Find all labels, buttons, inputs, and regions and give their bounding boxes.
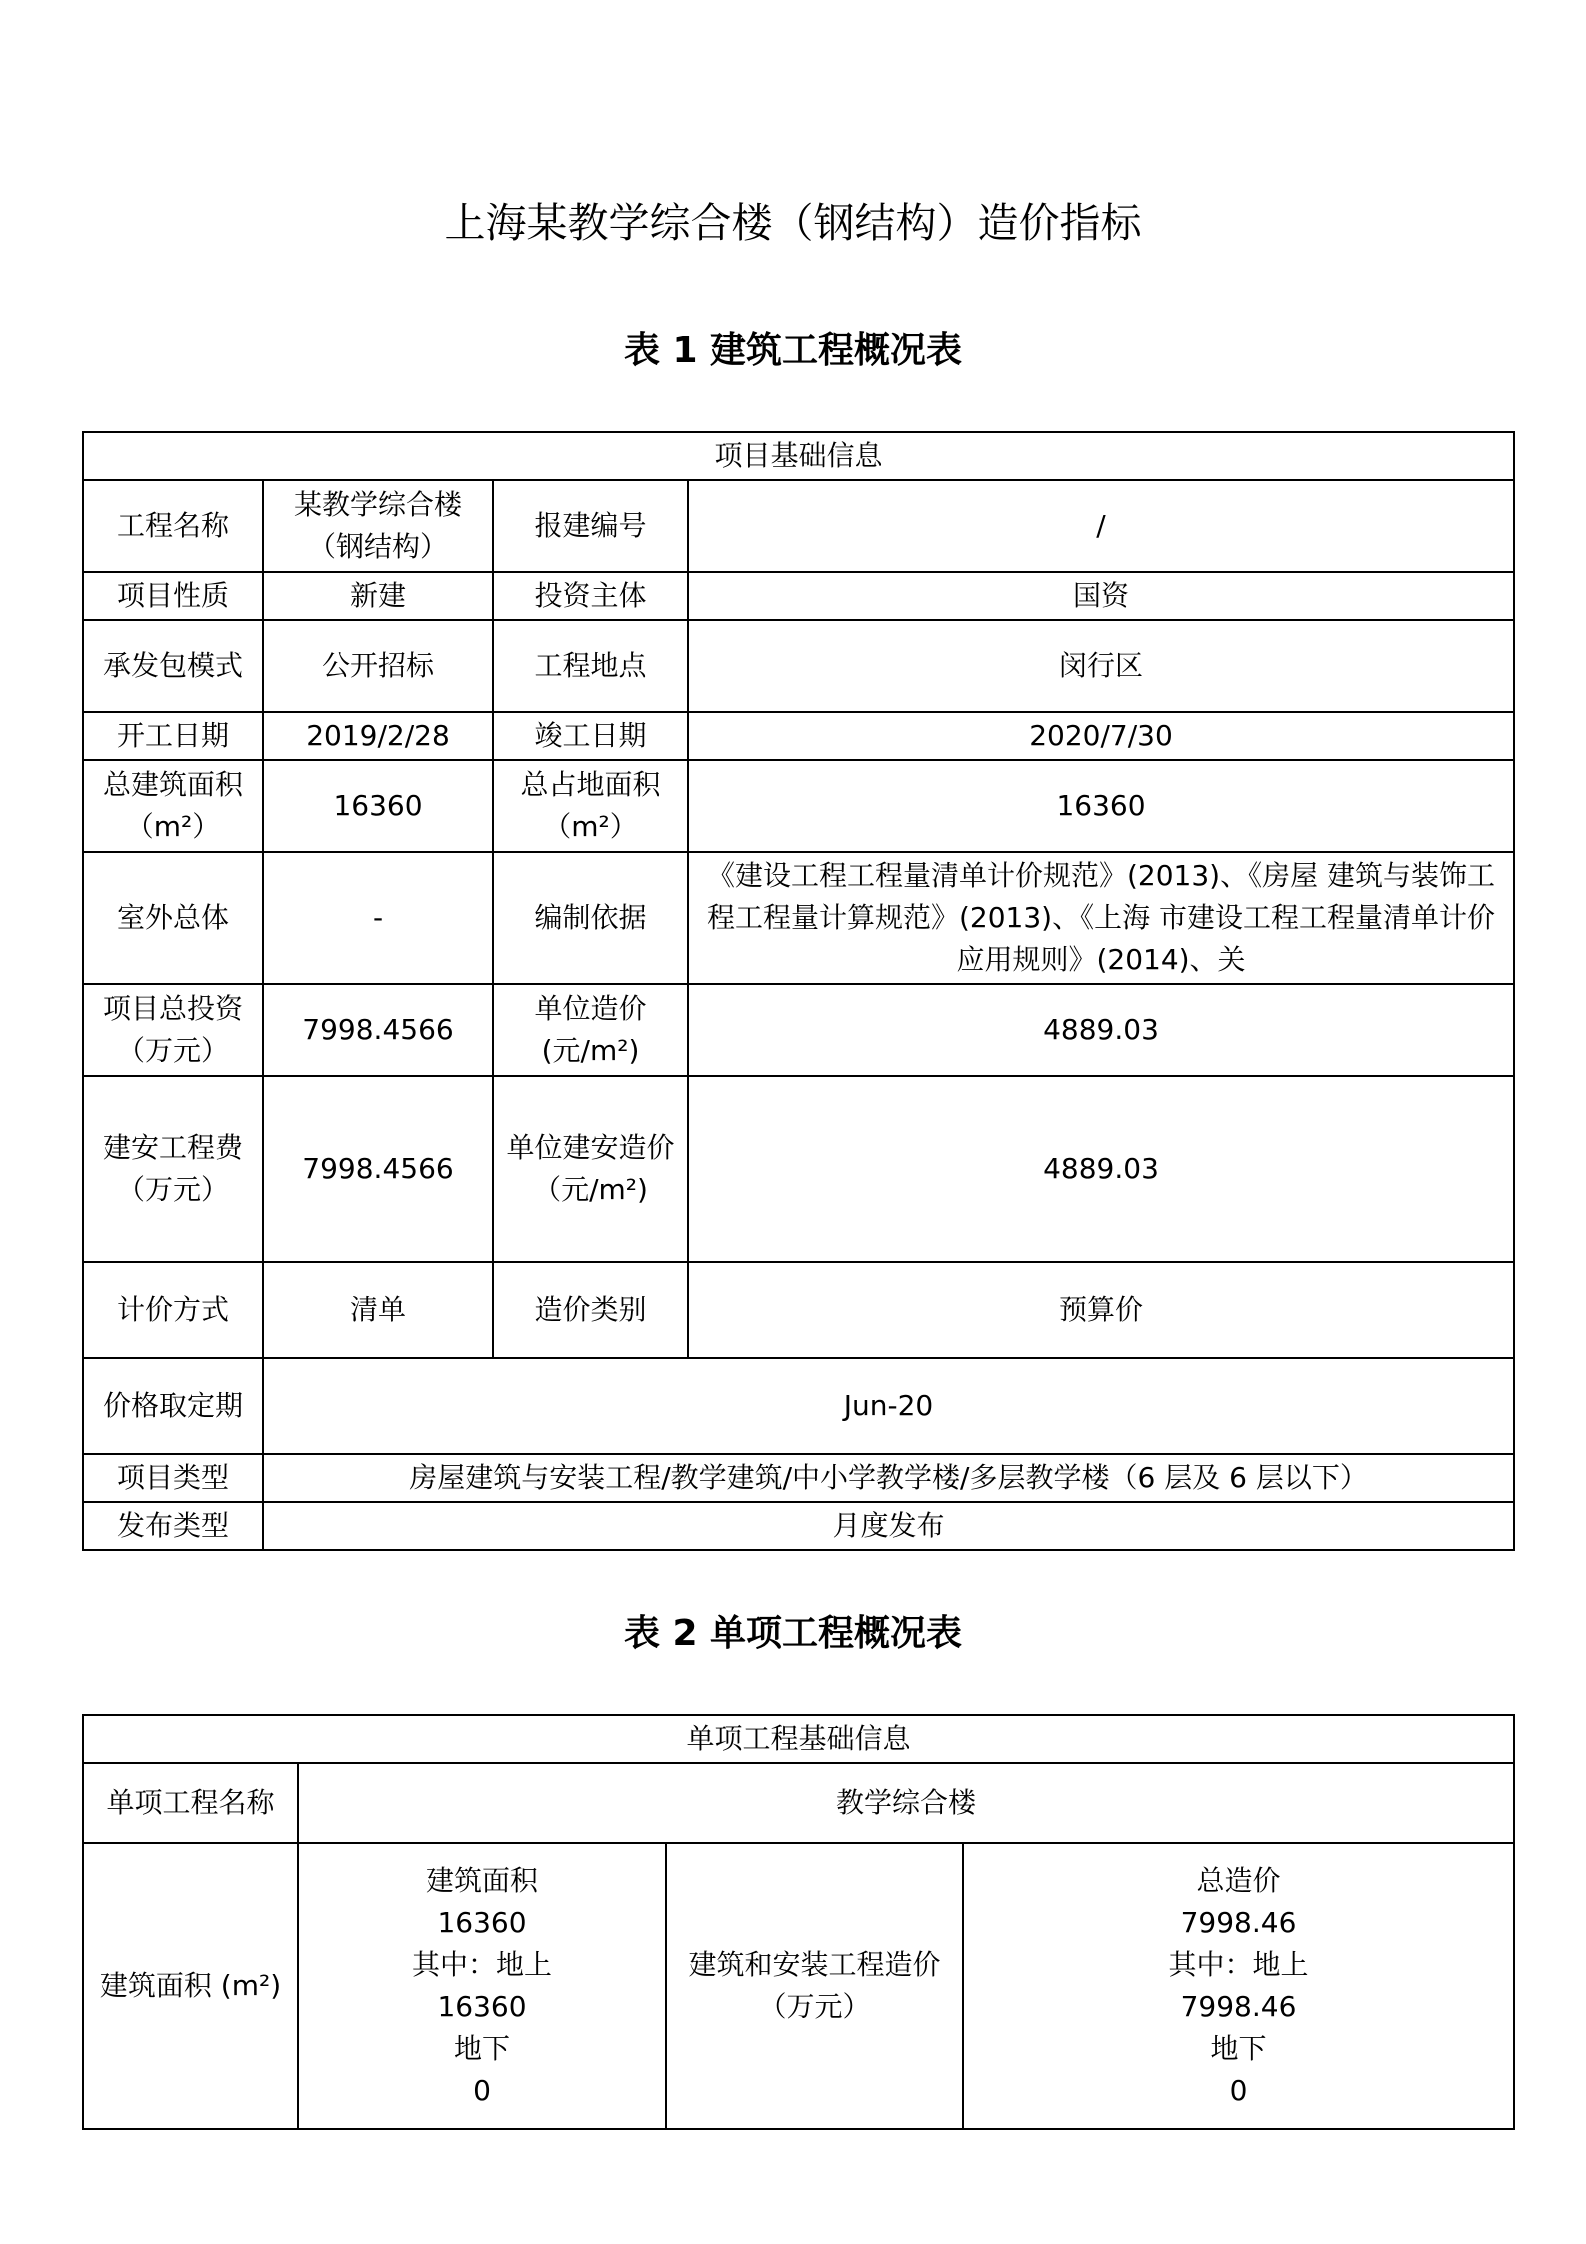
- total-investment-value: 7998.4566: [263, 984, 493, 1076]
- construction-cost-block: 总造价 7998.46 其中：地上 7998.46 地下 0: [963, 1843, 1514, 2129]
- project-name-label: 工程名称: [83, 480, 263, 572]
- location-label: 工程地点: [493, 620, 688, 712]
- single-project-name-label: 单项工程名称: [83, 1763, 298, 1843]
- land-area-value: 16360: [688, 760, 1514, 852]
- project-type-label: 项目类型: [83, 1454, 263, 1502]
- construction-fee-label: 建安工程费（万元）: [83, 1076, 263, 1262]
- price-period-value: Jun-20: [263, 1358, 1514, 1454]
- project-overview-table: [82, 431, 1515, 1551]
- construction-cost-label: 建筑和安装工程造价（万元）: [666, 1843, 963, 2129]
- land-area-label: 总占地面积（m²）: [493, 760, 688, 852]
- location-value: 闵行区: [688, 620, 1514, 712]
- permit-number-value: /: [688, 480, 1514, 572]
- table1-title: 表 1 建筑工程概况表: [623, 330, 963, 371]
- completion-date-value: 2020/7/30: [688, 712, 1514, 760]
- compilation-basis-value: 《建设工程工程量清单计价规范》(2013)、《房屋 建筑与装饰工程工程量计算规范》(2013)、《上海 市建设工程工程量清单计价应用规则》(2014)、关: [688, 852, 1514, 984]
- project-name-value: 某教学综合楼（钢结构）: [263, 480, 493, 572]
- contract-mode-value: 公开招标: [263, 620, 493, 712]
- investor-label: 投资主体: [493, 572, 688, 620]
- building-area-label: 建筑面积 (m²): [83, 1843, 298, 2129]
- total-area-value: 16360: [263, 760, 493, 852]
- contract-mode-label: 承发包模式: [83, 620, 263, 712]
- pricing-method-label: 计价方式: [83, 1262, 263, 1358]
- unit-cost-label: 单位造价 (元/m²): [493, 984, 688, 1076]
- compilation-basis-label: 编制依据: [493, 852, 688, 984]
- table2-header: 单项工程基础信息: [83, 1715, 1514, 1763]
- start-date-label: 开工日期: [83, 712, 263, 760]
- outdoor-works-label: 室外总体: [83, 852, 263, 984]
- unit-construction-cost-label: 单位建安造价（元/m²): [493, 1076, 688, 1262]
- release-type-label: 发布类型: [83, 1502, 263, 1550]
- cost-category-value: 预算价: [688, 1262, 1514, 1358]
- table1-header: 项目基础信息: [83, 432, 1514, 480]
- release-type-value: 月度发布: [263, 1502, 1514, 1550]
- unit-construction-cost-value: 4889.03: [688, 1076, 1514, 1262]
- project-nature-label: 项目性质: [83, 572, 263, 620]
- total-investment-label: 项目总投资（万元）: [83, 984, 263, 1076]
- building-area-block: 建筑面积 16360 其中：地上 16360 地下 0: [298, 1843, 666, 2129]
- single-project-table: [82, 1714, 1515, 2130]
- pricing-method-value: 清单: [263, 1262, 493, 1358]
- project-nature-value: 新建: [263, 572, 493, 620]
- unit-cost-value: 4889.03: [688, 984, 1514, 1076]
- permit-number-label: 报建编号: [493, 480, 688, 572]
- total-area-label: 总建筑面积（m²）: [83, 760, 263, 852]
- completion-date-label: 竣工日期: [493, 712, 688, 760]
- project-type-value: 房屋建筑与安装工程/教学建筑/中小学教学楼/多层教学楼（6 层及 6 层以下）: [263, 1454, 1514, 1502]
- outdoor-works-value: -: [263, 852, 493, 984]
- cost-category-label: 造价类别: [493, 1262, 688, 1358]
- single-project-name-value: 教学综合楼: [298, 1763, 1514, 1843]
- construction-fee-value: 7998.4566: [263, 1076, 493, 1262]
- price-period-label: 价格取定期: [83, 1358, 263, 1454]
- table2-title: 表 2 单项工程概况表: [623, 1613, 963, 1654]
- investor-value: 国资: [688, 572, 1514, 620]
- document-title: 上海某教学综合楼（钢结构）造价指标: [444, 199, 1142, 247]
- start-date-value: 2019/2/28: [263, 712, 493, 760]
